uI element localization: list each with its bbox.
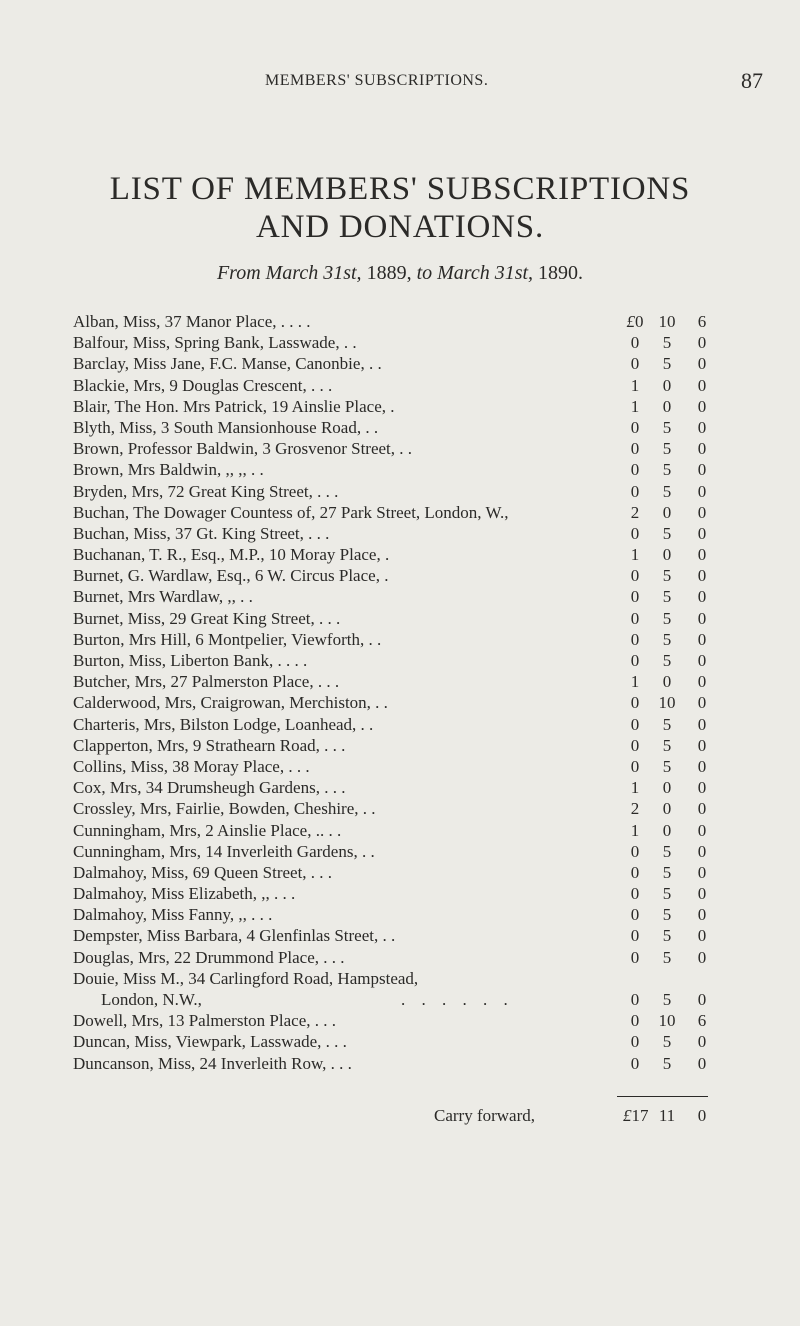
page-number: 87 [741, 68, 763, 93]
amount-pounds-value: 0 [630, 862, 640, 882]
amount-pounds [623, 587, 647, 607]
amount-pence: 6 [697, 312, 707, 331]
amount-pounds-value: 0 [635, 312, 644, 331]
amount-pounds [623, 524, 647, 544]
amount-shillings: 5 [662, 841, 672, 861]
amount-shillings: 0 [662, 375, 672, 395]
amount-shillings: 5 [662, 566, 672, 586]
amount-shillings: 5 [662, 523, 672, 543]
amount-shillings: 5 [662, 990, 672, 1009]
amount-shillings: 5 [662, 1032, 672, 1052]
carry-forward-pounds-value: 17 [631, 1106, 649, 1125]
amount-pounds [623, 630, 647, 650]
amount-shillings: 5 [662, 629, 672, 649]
amount-shillings: 5 [662, 417, 672, 437]
member-name-address: Burton, Miss, Liberton Bank, . . . . [73, 651, 308, 670]
amount-pounds-value: 0 [630, 947, 640, 967]
pound-sign: £ [623, 1106, 632, 1125]
amount-pounds [623, 1011, 647, 1031]
amount-pounds [623, 545, 647, 565]
amount-shillings: 5 [662, 354, 672, 374]
amount-pounds [623, 693, 647, 713]
subscription-entry [0, 863, 800, 884]
from-label: From [216, 262, 261, 284]
amount-pence: 0 [697, 439, 707, 459]
subscription-entry [0, 630, 800, 651]
member-name-address: Barclay, Miss Jane, F.C. Manse, Canonbie, . . [73, 354, 382, 374]
subscription-entry [0, 503, 800, 524]
amount-pounds-value: 0 [630, 439, 640, 459]
member-name-address: Charteris, Mrs, Bilston Lodge, Loanhead, . . [73, 714, 374, 734]
subscription-entry [0, 545, 800, 566]
pound-sign: £ [626, 312, 635, 331]
member-name-address: Brown, Professor Baldwin, 3 Grosvenor Street, . . [73, 439, 413, 459]
amount-pounds [623, 418, 647, 438]
amount-pounds [623, 333, 647, 353]
member-name-address: Dalmahoy, Miss Fanny, ,, . . . [73, 905, 273, 925]
amount-pence: 0 [697, 714, 707, 734]
amount-pence: 0 [697, 1053, 707, 1073]
to-label: to [416, 262, 433, 284]
member-name-address: Dempster, Miss Barbara, 4 Glenfinlas Street, . . [73, 926, 396, 946]
member-name-address: Burnet, Miss, 29 Great King Street, . . . [73, 608, 341, 628]
subscription-entry [0, 418, 800, 439]
amount-shillings: 5 [662, 926, 672, 946]
amount-pounds-value: 0 [630, 481, 640, 501]
subscription-entry [0, 757, 800, 778]
amount-pounds-value: 0 [630, 756, 640, 776]
amount-shillings: 10 [658, 312, 676, 331]
member-name-address: Buchan, The Dowager Countess of, 27 Park Street, London, W., [73, 502, 509, 522]
amount-pence: 0 [697, 481, 707, 501]
subscription-entry [0, 566, 800, 587]
amount-pence: 0 [697, 841, 707, 861]
amount-pence: 0 [697, 862, 707, 882]
member-name-address: Duncanson, Miss, 24 Inverleith Row, . . . [73, 1053, 352, 1073]
title-line-1: LIST OF MEMBERS' SUBSCRIPTIONS [109, 171, 691, 207]
subscription-entry [0, 376, 800, 397]
subscription-entry [0, 821, 800, 842]
page-title [0, 170, 800, 246]
amount-pence: 0 [697, 651, 707, 670]
to-year: 1890. [538, 262, 584, 284]
amount-pounds [623, 566, 647, 586]
amount-shillings: 5 [662, 735, 672, 755]
amount-pounds [623, 715, 647, 735]
amount-pounds-value: 0 [630, 926, 640, 946]
subscription-entry [0, 969, 800, 1011]
amount-pence: 0 [697, 799, 707, 819]
subscription-entry [0, 672, 800, 693]
amount-pounds-value: 0 [630, 905, 640, 925]
amount-pounds [623, 376, 647, 396]
amount-pence: 0 [697, 693, 707, 713]
amount-pounds-value: 2 [630, 799, 640, 819]
member-name-address: Buchanan, T. R., Esq., M.P., 10 Moray Place, . [73, 545, 390, 565]
amount-pounds-value: 0 [630, 417, 640, 437]
amount-pounds-value: 0 [630, 608, 640, 628]
subscription-entry [0, 609, 800, 630]
amount-shillings: 0 [662, 545, 672, 565]
subscription-entry [0, 948, 800, 969]
subscription-entry [0, 799, 800, 820]
member-name-address: Cunningham, Mrs, 2 Ainslie Place, .. . . [73, 820, 342, 840]
member-name-address: Douie, Miss M., 34 Carlingford Road, Hampstead, [73, 968, 419, 988]
amount-pounds [623, 354, 647, 374]
amount-pence: 0 [697, 947, 707, 967]
amount-pence: 0 [697, 905, 707, 925]
member-name-address: Duncan, Miss, Viewpark, Lasswade, . . . [73, 1032, 347, 1052]
amount-pounds [623, 651, 647, 671]
amount-pounds [623, 503, 647, 523]
running-head [0, 68, 800, 98]
carry-forward-pounds [623, 1106, 647, 1126]
amount-pence: 0 [697, 460, 707, 480]
amount-shillings: 0 [662, 502, 672, 522]
amount-shillings: 5 [662, 651, 672, 670]
amount-pounds-value: 0 [630, 990, 640, 1009]
member-name-address: Douglas, Mrs, 22 Drummond Place, . . . [73, 947, 345, 967]
amount-pounds [623, 672, 647, 692]
amount-pounds-value: 0 [630, 884, 640, 904]
amount-shillings: 10 [658, 693, 676, 713]
amount-pounds-value: 0 [630, 693, 640, 713]
member-name-address: Burnet, Mrs Wardlaw, ,, . . [73, 587, 253, 607]
amount-shillings: 5 [662, 905, 672, 925]
amount-pence: 0 [697, 608, 707, 628]
amount-pence: 0 [697, 396, 707, 416]
amount-pence: 0 [697, 354, 707, 374]
amount-shillings: 10 [658, 1011, 676, 1031]
amount-pence: 6 [697, 1011, 707, 1031]
amount-shillings: 0 [662, 799, 672, 819]
amount-pounds [623, 1054, 647, 1074]
amount-pounds-value: 0 [630, 566, 640, 586]
amount-shillings: 0 [662, 396, 672, 416]
amount-shillings: 5 [662, 862, 672, 882]
amount-pounds-value: 0 [630, 1011, 640, 1031]
subscription-entry [0, 926, 800, 947]
amount-pence: 0 [697, 735, 707, 755]
subscription-entry [0, 842, 800, 863]
amount-pounds-value: 1 [630, 820, 640, 840]
amount-pence: 0 [697, 545, 707, 565]
title-line-2: AND DONATIONS. [255, 209, 545, 245]
amount-pence: 0 [697, 778, 707, 798]
member-name-address: Alban, Miss, 37 Manor Place, . . . . [73, 312, 311, 331]
amount-pence: 0 [697, 523, 707, 543]
subscription-entry [0, 884, 800, 905]
amount-pounds [623, 312, 647, 332]
amount-pence: 0 [697, 884, 707, 904]
amount-pence: 0 [697, 820, 707, 840]
amount-shillings: 5 [662, 884, 672, 904]
member-name-address: Burnet, G. Wardlaw, Esq., 6 W. Circus Place, . [73, 566, 389, 586]
amount-pence: 0 [697, 990, 707, 1009]
amount-pence: 0 [697, 417, 707, 437]
subscription-entry [0, 1011, 800, 1032]
amount-shillings: 5 [662, 714, 672, 734]
amount-pence: 0 [697, 566, 707, 586]
amount-pounds [623, 609, 647, 629]
amount-pounds [623, 842, 647, 862]
member-name-address: Buchan, Miss, 37 Gt. King Street, . . . [73, 523, 330, 543]
subscription-entry [0, 736, 800, 757]
amount-pence: 0 [697, 629, 707, 649]
amount-pounds [623, 799, 647, 819]
amount-pounds [623, 905, 647, 925]
member-name-address: Brown, Mrs Baldwin, ,, ,, . . [73, 460, 264, 480]
amount-pounds-value: 1 [630, 375, 640, 395]
amount-shillings: 0 [662, 778, 672, 798]
member-name-address: Dalmahoy, Miss Elizabeth, ,, . . . [73, 884, 296, 904]
subscription-entry [0, 354, 800, 375]
amount-pence: 0 [697, 375, 707, 395]
subscription-entry [0, 693, 800, 714]
amount-pounds-value: 1 [630, 672, 640, 692]
amount-pounds [623, 397, 647, 417]
amount-pounds [623, 482, 647, 502]
subscription-entry [0, 524, 800, 545]
amount-shillings: 5 [662, 947, 672, 967]
amount-pounds [623, 948, 647, 968]
member-address-continued: London, N.W., [101, 990, 202, 1009]
subscription-entry [0, 333, 800, 354]
subscription-entry [0, 587, 800, 608]
from-year: 1889, [366, 262, 412, 284]
amount-pounds-value: 1 [630, 396, 640, 416]
subscription-entry [0, 715, 800, 736]
amount-pence: 0 [697, 1032, 707, 1052]
amount-pounds-value: 0 [630, 651, 640, 670]
amount-pounds-value: 0 [630, 629, 640, 649]
amount-shillings: 5 [662, 756, 672, 776]
subscription-entry [0, 778, 800, 799]
subscription-entry [0, 439, 800, 460]
amount-pounds-value: 0 [630, 460, 640, 480]
amount-pounds-value: 1 [630, 545, 640, 565]
subscription-entry [0, 1032, 800, 1053]
carry-forward-row [0, 1096, 800, 1136]
amount-shillings: 0 [662, 820, 672, 840]
member-name-address: Dalmahoy, Miss, 69 Queen Street, . . . [73, 862, 333, 882]
amount-pounds [623, 1032, 647, 1052]
amount-pence: 0 [697, 756, 707, 776]
subscription-entry [0, 651, 800, 672]
amount-pounds [623, 821, 647, 841]
carry-forward-shillings: 11 [658, 1106, 676, 1125]
amount-pounds [623, 863, 647, 883]
member-name-address: Calderwood, Mrs, Craigrowan, Merchiston, . . [73, 693, 388, 713]
amount-pounds [623, 736, 647, 756]
member-name-address: Crossley, Mrs, Fairlie, Bowden, Cheshire, . . [73, 799, 376, 819]
amount-shillings: 5 [662, 587, 672, 607]
total-rule [617, 1096, 708, 1097]
amount-pounds-value: 0 [630, 1053, 640, 1073]
member-name-address: Cox, Mrs, 34 Drumsheugh Gardens, . . . [73, 778, 346, 798]
member-name-address: Balfour, Miss, Spring Bank, Lasswade, . . [73, 333, 357, 353]
amount-pence: 0 [697, 672, 707, 692]
amount-pence: 0 [697, 502, 707, 522]
carry-forward-pence: 0 [697, 1106, 707, 1125]
amount-pounds [623, 926, 647, 946]
amount-pounds [623, 757, 647, 777]
subscription-entry [0, 460, 800, 481]
amount-shillings: 5 [662, 481, 672, 501]
subscription-entry [0, 312, 800, 333]
subscription-list [0, 312, 800, 1075]
member-name-address: Collins, Miss, 38 Moray Place, . . . [73, 756, 310, 776]
subscription-entry [0, 482, 800, 503]
subscription-entry [0, 905, 800, 926]
amount-shillings: 5 [662, 608, 672, 628]
member-name-address: Blackie, Mrs, 9 Douglas Crescent, . . . [73, 375, 333, 395]
amount-pounds-value: 0 [630, 333, 640, 353]
amount-pounds-value: 0 [630, 354, 640, 374]
amount-pounds-value: 0 [630, 714, 640, 734]
member-name-address: Dowell, Mrs, 13 Palmerston Place, . . . [73, 1011, 336, 1031]
amount-pounds [623, 990, 647, 1010]
subscription-entry [0, 397, 800, 418]
date-range-subtitle [0, 262, 800, 285]
leader-dots: . . . . . . [401, 990, 514, 1009]
member-name-address: Cunningham, Mrs, 14 Inverleith Gardens, . . [73, 841, 375, 861]
amount-pounds [623, 439, 647, 459]
amount-shillings: 0 [662, 672, 672, 692]
amount-shillings: 5 [662, 1053, 672, 1073]
amount-shillings: 5 [662, 333, 672, 353]
member-name-address: Bryden, Mrs, 72 Great King Street, . . . [73, 481, 339, 501]
amount-pounds-value: 0 [630, 1032, 640, 1052]
member-name-address: Butcher, Mrs, 27 Palmerston Place, . . . [73, 672, 340, 692]
member-name-address: Blyth, Miss, 3 South Mansionhouse Road, . . [73, 417, 379, 437]
amount-pounds [623, 778, 647, 798]
carry-forward-label: Carry forward, [434, 1106, 536, 1125]
amount-pounds-value: 2 [630, 502, 640, 522]
amount-pounds-value: 0 [630, 735, 640, 755]
amount-pounds-value: 0 [630, 523, 640, 543]
subscription-entry [0, 1054, 800, 1075]
amount-pounds-value: 1 [630, 778, 640, 798]
running-title: MEMBERS' SUBSCRIPTIONS. [265, 72, 489, 89]
amount-pounds-value: 0 [630, 587, 640, 607]
to-date: March 31st, [437, 262, 534, 284]
member-name-address: Burton, Mrs Hill, 6 Montpelier, Viewforth, . . [73, 629, 382, 649]
amount-shillings: 5 [662, 439, 672, 459]
member-name-address: Blair, The Hon. Mrs Patrick, 19 Ainslie Place, . [73, 396, 395, 416]
amount-pence: 0 [697, 333, 707, 353]
member-name-address: Clapperton, Mrs, 9 Strathearn Road, . . . [73, 735, 346, 755]
amount-pence: 0 [697, 587, 707, 607]
amount-pence: 0 [697, 926, 707, 946]
from-date: March 31st, [265, 262, 362, 284]
amount-pounds-value: 0 [630, 841, 640, 861]
amount-shillings: 5 [662, 460, 672, 480]
amount-pounds [623, 460, 647, 480]
amount-pounds [623, 884, 647, 904]
